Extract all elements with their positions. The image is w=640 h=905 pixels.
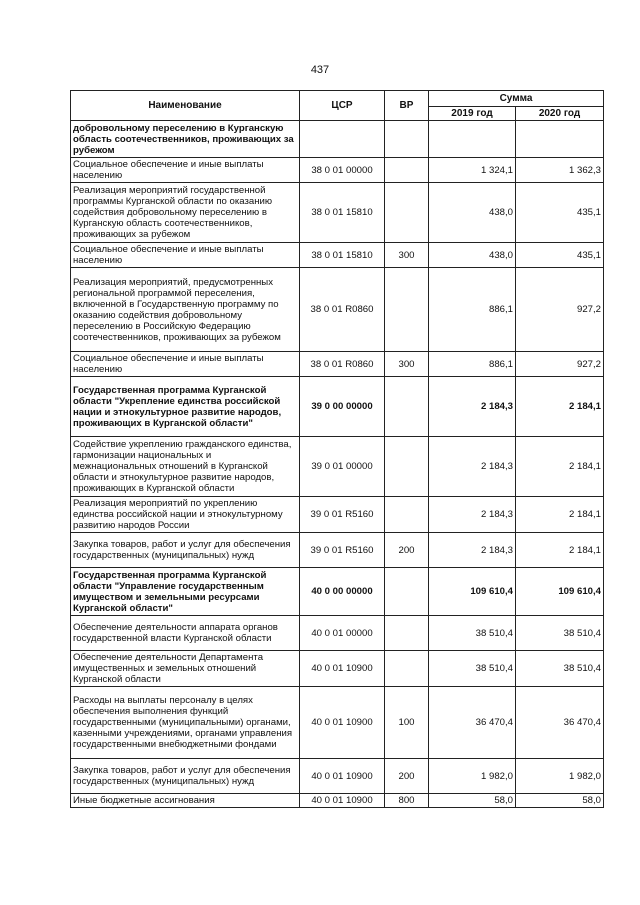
row-name-cell: Реализация мероприятий по укреплению единства российской нации и этнокультурному развитию народов России <box>71 497 300 533</box>
table-row <box>71 794 604 808</box>
table-row <box>71 121 604 158</box>
row-name-cell: добровольному переселению в Курганскую область соотечественников, проживающих за рубежом <box>71 121 300 158</box>
row-sum-2020-cell: 927,2 <box>516 268 604 352</box>
row-sum-2019-cell: 2 184,3 <box>429 437 516 497</box>
row-sum-2019-cell: 38 510,4 <box>429 616 516 651</box>
row-sum-2019-cell: 109 610,4 <box>429 568 516 616</box>
row-sum-2019-cell: 438,0 <box>429 243 516 268</box>
row-sum-2020-cell: 109 610,4 <box>516 568 604 616</box>
table-row <box>71 352 604 377</box>
row-vr-cell: 300 <box>385 243 429 268</box>
row-name-cell: Обеспечение деятельности Департамента имущественных и земельных отношений Курганской области <box>71 651 300 687</box>
row-vr-cell <box>385 497 429 533</box>
table-row <box>71 243 604 268</box>
row-sum-2020-cell <box>516 121 604 158</box>
row-csr-cell: 38 0 01 15810 <box>300 243 385 268</box>
row-sum-2020-cell: 38 510,4 <box>516 651 604 687</box>
row-vr-cell: 800 <box>385 794 429 808</box>
header-sum: Сумма <box>429 91 604 107</box>
row-csr-cell: 39 0 01 R5160 <box>300 533 385 568</box>
row-sum-2019-cell <box>429 121 516 158</box>
row-csr-cell: 39 0 01 00000 <box>300 437 385 497</box>
row-vr-cell <box>385 616 429 651</box>
budget-table <box>70 90 604 808</box>
row-sum-2019-cell: 886,1 <box>429 352 516 377</box>
row-csr-cell: 39 0 00 00000 <box>300 377 385 437</box>
row-sum-2019-cell: 438,0 <box>429 183 516 243</box>
row-csr-cell: 40 0 01 10900 <box>300 651 385 687</box>
row-name-cell: Содействие укреплению гражданского единства, гармонизации национальных и межнациональных отношений в Курганской области и этнокультурное развитие народов, проживающих в Курганской области <box>71 437 300 497</box>
table-row <box>71 568 604 616</box>
row-sum-2020-cell: 927,2 <box>516 352 604 377</box>
header-name: Наименование <box>71 91 300 121</box>
row-sum-2020-cell: 1 982,0 <box>516 759 604 794</box>
row-vr-cell <box>385 377 429 437</box>
row-vr-cell <box>385 437 429 497</box>
table-row <box>71 616 604 651</box>
row-csr-cell: 40 0 01 10900 <box>300 687 385 759</box>
row-sum-2019-cell: 1 324,1 <box>429 158 516 183</box>
row-vr-cell: 200 <box>385 533 429 568</box>
table-body <box>71 121 604 808</box>
table-row <box>71 533 604 568</box>
row-vr-cell <box>385 651 429 687</box>
header-vr: ВР <box>385 91 429 121</box>
row-sum-2020-cell: 2 184,1 <box>516 533 604 568</box>
row-sum-2020-cell: 58,0 <box>516 794 604 808</box>
row-name-cell: Социальное обеспечение и иные выплаты населению <box>71 352 300 377</box>
row-name-cell: Закупка товаров, работ и услуг для обеспечения государственных (муниципальных) нужд <box>71 533 300 568</box>
row-sum-2019-cell: 36 470,4 <box>429 687 516 759</box>
row-sum-2020-cell: 435,1 <box>516 243 604 268</box>
row-name-cell: Социальное обеспечение и иные выплаты населению <box>71 158 300 183</box>
row-csr-cell: 39 0 01 R5160 <box>300 497 385 533</box>
row-sum-2019-cell: 58,0 <box>429 794 516 808</box>
table-row <box>71 651 604 687</box>
row-sum-2019-cell: 2 184,3 <box>429 497 516 533</box>
table-row <box>71 687 604 759</box>
row-vr-cell: 200 <box>385 759 429 794</box>
row-sum-2020-cell: 36 470,4 <box>516 687 604 759</box>
row-name-cell: Государственная программа Курганской области "Управление государственным имуществом и земельными ресурсами Курганской области" <box>71 568 300 616</box>
row-vr-cell <box>385 158 429 183</box>
row-csr-cell: 40 0 01 00000 <box>300 616 385 651</box>
row-csr-cell: 38 0 01 15810 <box>300 183 385 243</box>
row-name-cell: Реализация мероприятий государственной программы Курганской области по оказанию содействия добровольному переселению в Курганскую область соотечественников, проживающих за рубежом <box>71 183 300 243</box>
row-sum-2019-cell: 1 982,0 <box>429 759 516 794</box>
row-sum-2019-cell: 38 510,4 <box>429 651 516 687</box>
header-csr: ЦСР <box>300 91 385 121</box>
row-sum-2020-cell: 435,1 <box>516 183 604 243</box>
row-csr-cell: 38 0 01 R0860 <box>300 352 385 377</box>
row-sum-2020-cell: 38 510,4 <box>516 616 604 651</box>
table-row <box>71 268 604 352</box>
row-vr-cell <box>385 268 429 352</box>
table-row <box>71 497 604 533</box>
table-row <box>71 377 604 437</box>
row-csr-cell: 40 0 01 10900 <box>300 759 385 794</box>
row-name-cell: Иные бюджетные ассигнования <box>71 794 300 808</box>
row-vr-cell: 100 <box>385 687 429 759</box>
row-sum-2020-cell: 2 184,1 <box>516 497 604 533</box>
row-name-cell: Государственная программа Курганской области "Укрепление единства российской нации и этнокультурное развитие народов, проживающих в Курганской области" <box>71 377 300 437</box>
row-name-cell: Реализация мероприятий, предусмотренных региональной программой переселения, включенной в Государственную программу по оказанию содействия добровольному переселению в Российскую Федерацию соотечественников, проживающих за рубежом <box>71 268 300 352</box>
row-sum-2020-cell: 2 184,1 <box>516 377 604 437</box>
row-csr-cell <box>300 121 385 158</box>
table-row <box>71 183 604 243</box>
row-name-cell: Социальное обеспечение и иные выплаты населению <box>71 243 300 268</box>
row-csr-cell: 40 0 01 10900 <box>300 794 385 808</box>
row-vr-cell: 300 <box>385 352 429 377</box>
row-name-cell: Закупка товаров, работ и услуг для обеспечения государственных (муниципальных) нужд <box>71 759 300 794</box>
row-sum-2019-cell: 2 184,3 <box>429 377 516 437</box>
page-number: 437 <box>310 64 330 76</box>
row-sum-2019-cell: 886,1 <box>429 268 516 352</box>
row-csr-cell: 38 0 01 R0860 <box>300 268 385 352</box>
header-year-2019: 2019 год <box>429 107 516 121</box>
row-sum-2019-cell: 2 184,3 <box>429 533 516 568</box>
row-csr-cell: 38 0 01 00000 <box>300 158 385 183</box>
row-csr-cell: 40 0 00 00000 <box>300 568 385 616</box>
row-sum-2020-cell: 2 184,1 <box>516 437 604 497</box>
row-sum-2020-cell: 1 362,3 <box>516 158 604 183</box>
row-vr-cell <box>385 183 429 243</box>
row-name-cell: Обеспечение деятельности аппарата органов государственной власти Курганской области <box>71 616 300 651</box>
header-year-2020: 2020 год <box>516 107 604 121</box>
row-name-cell: Расходы на выплаты персоналу в целях обеспечения выполнения функций государственными (муниципальными) органами, казенными учреждениями, органами управления государственными внебюджетными фондами <box>71 687 300 759</box>
table-row <box>71 759 604 794</box>
row-vr-cell <box>385 121 429 158</box>
table-row <box>71 437 604 497</box>
table-row <box>71 158 604 183</box>
row-vr-cell <box>385 568 429 616</box>
